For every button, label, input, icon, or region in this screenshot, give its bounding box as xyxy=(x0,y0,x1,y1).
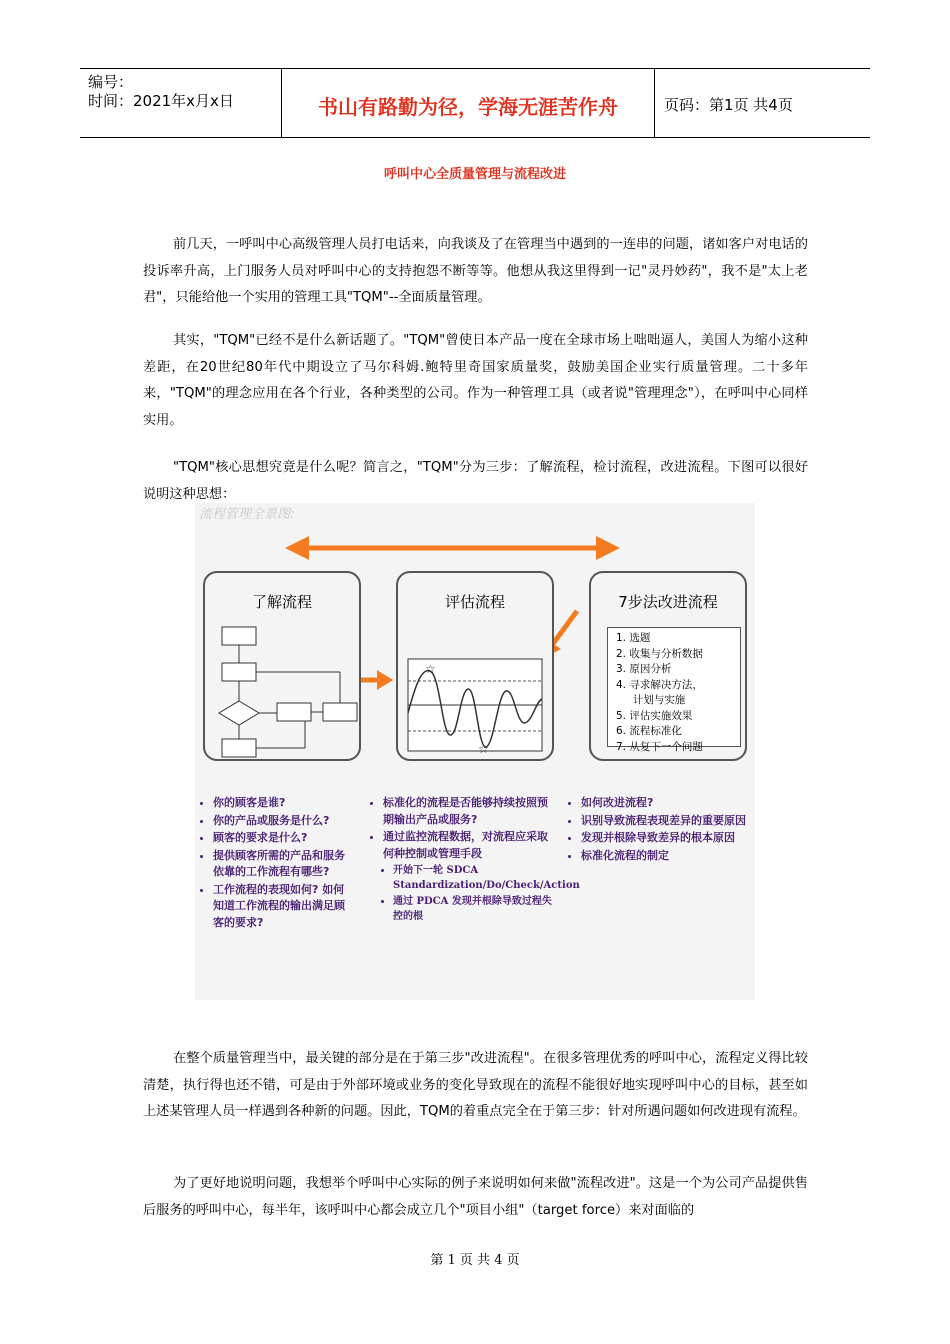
questions-column-3 xyxy=(565,795,755,865)
bullet-item: • 如何改进流程? xyxy=(581,795,755,812)
step-item: 6. 流程标准化 xyxy=(616,725,682,737)
evaluate-process-title: 评估流程 xyxy=(444,593,505,611)
understand-process-title: 了解流程 xyxy=(251,593,312,611)
sub-bullet-item: • 开始下一轮 SDCA Standardization/Do/Check/Action xyxy=(393,863,557,893)
header-motto-cell xyxy=(281,69,655,137)
questions-column-1 xyxy=(197,795,347,932)
star-icon: ☆ xyxy=(478,742,489,756)
paragraph-5: 为了更好地说明问题，我想举个呼叫中心实际的例子来说明如何来做"流程改进"。这是一个为公司产品提供售后服务的呼叫中心，每半年，该呼叫中心都会成立几个"项目小组"（target force）来对面临的 xyxy=(143,1176,808,1218)
bullet-item: • 你的顾客是谁? xyxy=(213,795,347,812)
number-label: 编号： xyxy=(88,73,134,91)
double-arrow-icon xyxy=(285,536,620,560)
bullet-item: • 发现并根除导致差异的根本原因 xyxy=(581,830,755,847)
evaluate-process-box xyxy=(396,571,554,761)
right-arrow-icon xyxy=(360,670,393,690)
star-icon: ☆ xyxy=(425,662,436,676)
bullet-item: • 识别导致流程表现差异的重要原因 xyxy=(581,813,755,830)
page-info: 页码：第1页 共4页 xyxy=(664,96,793,114)
step-item: 5. 评估实施效果 xyxy=(616,709,693,722)
bullet-item: • 通过监控流程数据，对流程应采取何种控制或管理手段 xyxy=(383,829,557,862)
sub-bullet-item: • 通过 PDCA 发现并根除导致过程失控的根 xyxy=(393,894,557,924)
process-management-figure xyxy=(195,503,755,1000)
paragraph-2: 其实，"TQM"已经不是什么新话题了。"TQM"曾使日本产品一度在全球市场上咄咄逼人，美国人为缩小这种差距，在20世纪80年代中期设立了马尔科姆.鲍特里奇国家质量奖，鼓励美国企业实行质量管理。二十多年来，"TQM"的理念应用在各个行业，各种类型的公司。作为一种管理工具（或者说"管理理念"），在呼叫中心同样实用。 xyxy=(143,333,808,428)
motto: 书山有路勤为径，学海无涯苦作舟 xyxy=(318,95,618,119)
questions-column-2 xyxy=(367,795,580,925)
bullet-item: • 顾客的要求是什么? xyxy=(213,830,347,847)
header-left-cell xyxy=(80,69,280,137)
steps-list xyxy=(607,627,741,753)
document-title: 呼叫中心全质量管理与流程改进 xyxy=(383,167,566,182)
step-item: 2. 收集与分析数据 xyxy=(616,647,703,660)
page-footer: 第 1 页 共 4 页 xyxy=(430,1253,520,1268)
step-item: 3. 原因分析 xyxy=(616,663,672,675)
seven-step-title: 7步法改进流程 xyxy=(618,593,718,611)
bullet-item: • 标准化流程的制定 xyxy=(581,848,755,865)
paragraph-4: 在整个质量管理当中，最关键的部分是在于第三步"改进流程"。在很多管理优秀的呼叫中心，流程定义得比较清楚，执行得也还不错，可是由于外部环境或业务的变化导致现在的流程不能很好地实现呼叫中心的目标，甚至如上述某管理人员一样遇到各种新的问题。因此，TQM的着重点完全在于第三步：针对所遇问题如何改进现有流程。 xyxy=(143,1051,808,1119)
step-item: 4. 寻求解决方法， xyxy=(616,678,703,691)
paragraph-3: "TQM"核心思想究竟是什么呢？简言之，"TQM"分为三步：了解流程，检讨流程，改进流程。下图可以很好说明这种思想： xyxy=(143,460,808,502)
figure-title: 流程管理全景图: xyxy=(199,507,295,522)
header-page-cell xyxy=(654,69,870,137)
flowchart-icon xyxy=(205,573,359,759)
bullet-item: • 工作流程的表现如何? 如何知道工作流程的输出满足顾客的要求? xyxy=(213,882,347,932)
bullet-item: • 你的产品或服务是什么? xyxy=(213,813,347,830)
step-item: 计划与实施 xyxy=(616,694,686,706)
step-item: 7. 从复下一个问题 xyxy=(616,740,703,753)
seven-step-box xyxy=(589,571,747,761)
bullet-item: • 标准化的流程是否能够持续按照预期输出产品或服务? xyxy=(383,795,557,828)
understand-process-box xyxy=(203,571,361,761)
bullet-item: • 提供顾客所需的产品和服务依靠的工作流程有哪些? xyxy=(213,848,347,881)
paragraph-1: 前几天，一呼叫中心高级管理人员打电话来，向我谈及了在管理当中遇到的一连串的问题，诸如客户对电话的投诉率升高，上门服务人员对呼叫中心的支持抱怨不断等等。他想从我这里得到一记"灵丹妙药"，我不是"太上老君"，只能给他一个实用的管理工具"TQM"--全面质量管理。 xyxy=(143,237,808,305)
step-item: 1. 选题 xyxy=(616,632,651,644)
time-label: 时间：2021年x月x日 xyxy=(88,92,234,110)
control-chart-icon xyxy=(398,573,552,759)
header-table xyxy=(80,68,870,138)
